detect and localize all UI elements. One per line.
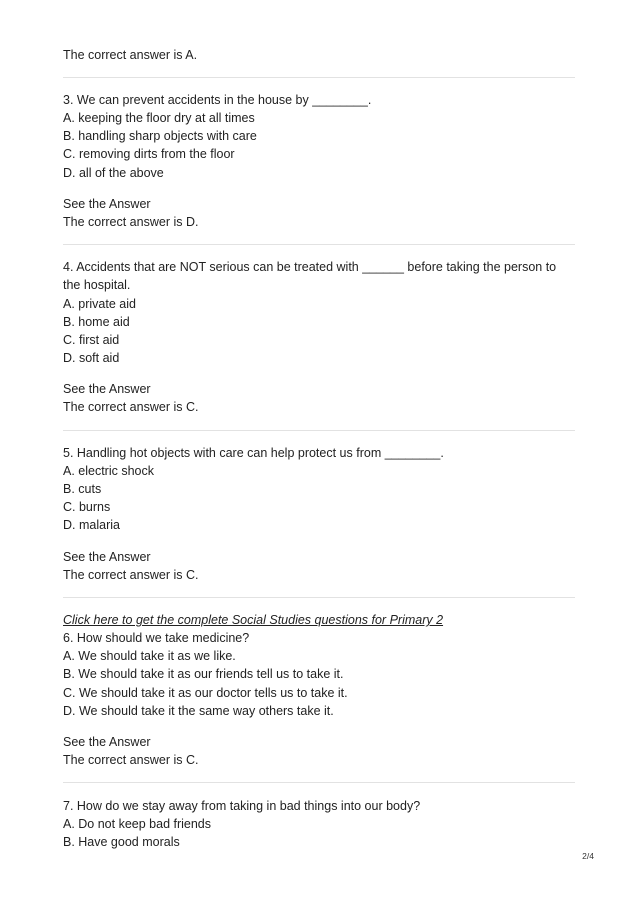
question-6-text: 6. How should we take medicine? — [63, 631, 250, 645]
question-5-text: 5. Handling hot objects with care can help protect us from ________. — [63, 446, 444, 460]
question-4-text-line-1: 4. Accidents that are NOT serious can be treated with ______ before taking the person to — [63, 260, 557, 274]
question-3-answer: The correct answer is D. — [63, 215, 199, 229]
question-5-option-a: A. electric shock — [63, 464, 155, 478]
question-3-option-d: D. all of the above — [63, 166, 164, 180]
question-6-option-b: B. We should take it as our friends tell us to take it. — [63, 667, 344, 681]
divider — [63, 782, 575, 783]
complete-questions-link[interactable]: Click here to get the complete Social Studies questions for Primary 2 — [63, 613, 444, 627]
question-4-option-a: A. private aid — [63, 297, 136, 311]
question-6-option-a: A. We should take it as we like. — [63, 649, 236, 663]
question-4-see-answer-button[interactable]: See the Answer — [63, 382, 151, 396]
question-5-option-c: C. burns — [63, 500, 111, 514]
question-4-option-d: D. soft aid — [63, 351, 120, 365]
previous-answer: The correct answer is A. — [63, 48, 198, 62]
divider — [63, 244, 575, 245]
page-number: 2/4 — [582, 851, 594, 861]
question-5-option-b: B. cuts — [63, 482, 102, 496]
question-4-option-c: C. first aid — [63, 333, 120, 347]
question-7-option-a: A. Do not keep bad friends — [63, 817, 212, 831]
question-4-option-b: B. home aid — [63, 315, 130, 329]
question-4-answer: The correct answer is C. — [63, 400, 199, 414]
question-3-option-b: B. handling sharp objects with care — [63, 129, 257, 143]
question-6-see-answer-button[interactable]: See the Answer — [63, 735, 151, 749]
question-3-text: 3. We can prevent accidents in the house by ________. — [63, 93, 372, 107]
question-7-text: 7. How do we stay away from taking in bad things into our body? — [63, 799, 421, 813]
question-6-answer: The correct answer is C. — [63, 753, 199, 767]
question-3-see-answer-button[interactable]: See the Answer — [63, 197, 151, 211]
divider — [63, 597, 575, 598]
question-4-text-line-2: the hospital. — [63, 278, 131, 292]
question-7-option-b: B. Have good morals — [63, 835, 180, 849]
question-5-answer: The correct answer is C. — [63, 568, 199, 582]
question-5-option-d: D. malaria — [63, 518, 120, 532]
question-5-see-answer-button[interactable]: See the Answer — [63, 550, 151, 564]
question-6-option-c: C. We should take it as our doctor tells us to take it. — [63, 686, 348, 700]
question-6-option-d: D. We should take it the same way others take it. — [63, 704, 334, 718]
question-3-option-a: A. keeping the floor dry at all times — [63, 111, 255, 125]
divider — [63, 77, 575, 78]
question-3-option-c: C. removing dirts from the floor — [63, 147, 235, 161]
divider — [63, 430, 575, 431]
